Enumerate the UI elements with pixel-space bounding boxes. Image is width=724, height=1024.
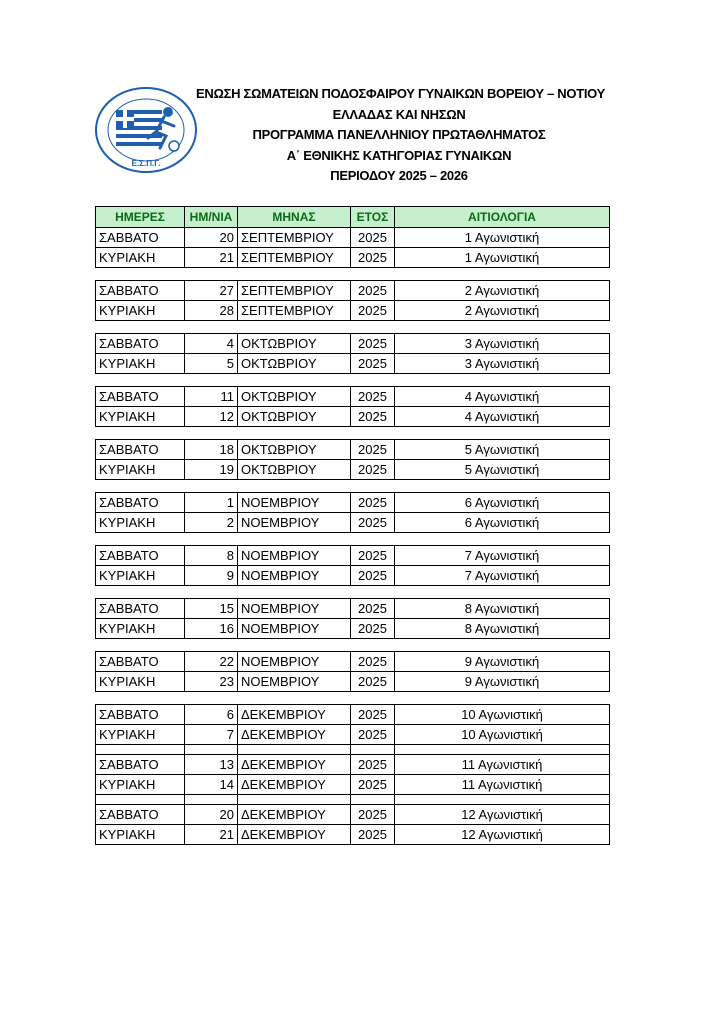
- year-cell: 2025: [351, 513, 395, 533]
- month-cell: ΟΚΤΩΒΡΙΟΥ: [238, 387, 351, 407]
- day-cell: ΣΑΒΒΑΤΟ: [96, 652, 185, 672]
- spacer-cell: [238, 268, 351, 281]
- federation-seal-icon: [94, 86, 198, 174]
- spacer-cell: [238, 533, 351, 546]
- date-cell: 13: [185, 755, 238, 775]
- federation-logo: [94, 86, 198, 174]
- column-header-date: ΗΜ/ΝΙΑ: [185, 207, 238, 228]
- month-cell: ΔΕΚΕΜΒΡΙΟΥ: [238, 725, 351, 745]
- description-cell: 3 Αγωνιστική: [395, 334, 610, 354]
- description-cell: 9 Αγωνιστική: [395, 652, 610, 672]
- header-line-1: ΕΝΩΣΗ ΣΩΜΑΤΕΙΩΝ ΠΟΔΟΣΦΑΙΡΟΥ ΓΥΝΑΙΚΩΝ ΒΟΡΕΙΟΥ – ΝΟΤΙΟΥ: [196, 86, 605, 101]
- day-cell: ΣΑΒΒΑΤΟ: [96, 493, 185, 513]
- spacer-cell: [185, 268, 238, 281]
- year-cell: 2025: [351, 387, 395, 407]
- description-cell: 1 Αγωνιστική: [395, 248, 610, 268]
- description-cell: 10 Αγωνιστική: [395, 725, 610, 745]
- header-line-3: ΠΡΟΓΡΑΜΜΑ ΠΑΝΕΛΛΗΝΙΟΥ ΠΡΩΤΑΘΛΗΜΑΤΟΣ: [252, 127, 546, 142]
- description-cell: 10 Αγωνιστική: [395, 705, 610, 725]
- spacer-cell: [395, 321, 610, 334]
- spacer-cell: [185, 427, 238, 440]
- description-cell: 2 Αγωνιστική: [395, 281, 610, 301]
- day-cell: ΚΥΡΙΑΚΗ: [96, 672, 185, 692]
- month-cell: ΝΟΕΜΒΡΙΟΥ: [238, 566, 351, 586]
- year-cell: 2025: [351, 755, 395, 775]
- spacer-cell: [395, 692, 610, 705]
- day-cell: ΣΑΒΒΑΤΟ: [96, 599, 185, 619]
- description-cell: 4 Αγωνιστική: [395, 387, 610, 407]
- day-cell: ΣΑΒΒΑΤΟ: [96, 334, 185, 354]
- group-spacer-row: [96, 321, 610, 334]
- table-header-row: [96, 207, 610, 228]
- date-cell: 16: [185, 619, 238, 639]
- month-cell: ΟΚΤΩΒΡΙΟΥ: [238, 354, 351, 374]
- date-cell: 6: [185, 705, 238, 725]
- spacer-cell: [185, 745, 238, 755]
- table-row: [96, 281, 610, 301]
- table-row: [96, 619, 610, 639]
- description-cell: 12 Αγωνιστική: [395, 805, 610, 825]
- group-spacer-row: [96, 639, 610, 652]
- year-cell: 2025: [351, 301, 395, 321]
- year-cell: 2025: [351, 672, 395, 692]
- day-cell: ΚΥΡΙΑΚΗ: [96, 775, 185, 795]
- month-cell: ΝΟΕΜΒΡΙΟΥ: [238, 599, 351, 619]
- year-cell: 2025: [351, 460, 395, 480]
- year-cell: 2025: [351, 566, 395, 586]
- description-cell: 1 Αγωνιστική: [395, 228, 610, 248]
- schedule-table: [95, 206, 610, 845]
- spacer-cell: [185, 533, 238, 546]
- spacer-cell: [238, 745, 351, 755]
- year-cell: 2025: [351, 546, 395, 566]
- table-row: [96, 387, 610, 407]
- column-header-days: ΗΜΕΡΕΣ: [96, 207, 185, 228]
- column-header-year: ΕΤΟΣ: [351, 207, 395, 228]
- date-cell: 1: [185, 493, 238, 513]
- spacer-cell: [238, 586, 351, 599]
- spacer-cell: [395, 533, 610, 546]
- description-cell: 5 Αγωνιστική: [395, 460, 610, 480]
- spacer-cell: [96, 321, 185, 334]
- year-cell: 2025: [351, 705, 395, 725]
- month-cell: ΔΕΚΕΜΒΡΙΟΥ: [238, 825, 351, 845]
- spacer-cell: [96, 692, 185, 705]
- date-cell: 21: [185, 825, 238, 845]
- header-line-2: ΕΛΛΑΔΑΣ ΚΑΙ ΝΗΣΩΝ: [332, 106, 466, 122]
- spacer-cell: [351, 586, 395, 599]
- description-cell: 12 Αγωνιστική: [395, 825, 610, 845]
- spacer-cell: [238, 480, 351, 493]
- spacer-cell: [96, 480, 185, 493]
- table-row: [96, 493, 610, 513]
- spacer-cell: [96, 586, 185, 599]
- year-cell: 2025: [351, 334, 395, 354]
- table-row: [96, 460, 610, 480]
- group-spacer-row: [96, 374, 610, 387]
- spacer-cell: [238, 795, 351, 805]
- group-spacer-row: [96, 427, 610, 440]
- spacer-cell: [96, 639, 185, 652]
- table-row: [96, 566, 610, 586]
- month-cell: ΝΟΕΜΒΡΙΟΥ: [238, 493, 351, 513]
- date-cell: 9: [185, 566, 238, 586]
- date-cell: 4: [185, 334, 238, 354]
- table-row: [96, 755, 610, 775]
- spacer-cell: [395, 374, 610, 387]
- table-row: [96, 825, 610, 845]
- month-cell: ΟΚΤΩΒΡΙΟΥ: [238, 334, 351, 354]
- year-cell: 2025: [351, 825, 395, 845]
- day-cell: ΣΑΒΒΑΤΟ: [96, 228, 185, 248]
- year-cell: 2025: [351, 493, 395, 513]
- date-cell: 15: [185, 599, 238, 619]
- month-cell: ΝΟΕΜΒΡΙΟΥ: [238, 672, 351, 692]
- table-row: [96, 407, 610, 427]
- description-cell: 7 Αγωνιστική: [395, 566, 610, 586]
- spacer-cell: [96, 427, 185, 440]
- description-cell: 6 Αγωνιστική: [395, 513, 610, 533]
- year-cell: 2025: [351, 652, 395, 672]
- spacer-cell: [395, 795, 610, 805]
- date-cell: 11: [185, 387, 238, 407]
- month-cell: ΔΕΚΕΜΒΡΙΟΥ: [238, 775, 351, 795]
- table-row: [96, 705, 610, 725]
- month-cell: ΔΕΚΕΜΒΡΙΟΥ: [238, 805, 351, 825]
- table-row: [96, 248, 610, 268]
- day-cell: ΚΥΡΙΑΚΗ: [96, 825, 185, 845]
- date-cell: 20: [185, 228, 238, 248]
- day-cell: ΣΑΒΒΑΤΟ: [96, 805, 185, 825]
- spacer-cell: [351, 427, 395, 440]
- description-cell: 11 Αγωνιστική: [395, 775, 610, 795]
- spacer-cell: [185, 586, 238, 599]
- year-cell: 2025: [351, 775, 395, 795]
- schedule-body: [96, 228, 610, 845]
- description-cell: 9 Αγωνιστική: [395, 672, 610, 692]
- month-cell: ΟΚΤΩΒΡΙΟΥ: [238, 440, 351, 460]
- table-row: [96, 354, 610, 374]
- description-cell: 2 Αγωνιστική: [395, 301, 610, 321]
- spacer-cell: [351, 374, 395, 387]
- group-spacer-row: [96, 745, 610, 755]
- column-header-description: ΑΙΤΙΟΛΟΓΙΑ: [395, 207, 610, 228]
- day-cell: ΚΥΡΙΑΚΗ: [96, 354, 185, 374]
- table-row: [96, 599, 610, 619]
- day-cell: ΚΥΡΙΑΚΗ: [96, 566, 185, 586]
- day-cell: ΣΑΒΒΑΤΟ: [96, 705, 185, 725]
- month-cell: ΝΟΕΜΒΡΙΟΥ: [238, 619, 351, 639]
- table-row: [96, 775, 610, 795]
- date-cell: 21: [185, 248, 238, 268]
- year-cell: 2025: [351, 407, 395, 427]
- date-cell: 18: [185, 440, 238, 460]
- spacer-cell: [351, 795, 395, 805]
- description-cell: 8 Αγωνιστική: [395, 599, 610, 619]
- date-cell: 2: [185, 513, 238, 533]
- spacer-cell: [185, 374, 238, 387]
- header-line-5: ΠΕΡΙΟΔΟΥ 2025 – 2026: [330, 168, 468, 183]
- spacer-cell: [96, 745, 185, 755]
- table-row: [96, 440, 610, 460]
- day-cell: ΚΥΡΙΑΚΗ: [96, 301, 185, 321]
- year-cell: 2025: [351, 599, 395, 619]
- group-spacer-row: [96, 692, 610, 705]
- table-row: [96, 334, 610, 354]
- header-line-4: Α΄ ΕΘΝΙΚΗΣ ΚΑΤΗΓΟΡΙΑΣ ΓΥΝΑΙΚΩΝ: [286, 147, 512, 163]
- description-cell: 6 Αγωνιστική: [395, 493, 610, 513]
- table-row: [96, 725, 610, 745]
- date-cell: 19: [185, 460, 238, 480]
- spacer-cell: [351, 268, 395, 281]
- group-spacer-row: [96, 268, 610, 281]
- spacer-cell: [185, 795, 238, 805]
- date-cell: 22: [185, 652, 238, 672]
- spacer-cell: [185, 480, 238, 493]
- description-cell: 5 Αγωνιστική: [395, 440, 610, 460]
- date-cell: 23: [185, 672, 238, 692]
- date-cell: 14: [185, 775, 238, 795]
- table-row: [96, 672, 610, 692]
- spacer-cell: [351, 692, 395, 705]
- description-cell: 3 Αγωνιστική: [395, 354, 610, 374]
- day-cell: ΣΑΒΒΑΤΟ: [96, 755, 185, 775]
- day-cell: ΚΥΡΙΑΚΗ: [96, 619, 185, 639]
- spacer-cell: [238, 321, 351, 334]
- spacer-cell: [185, 639, 238, 652]
- spacer-cell: [351, 321, 395, 334]
- month-cell: ΟΚΤΩΒΡΙΟΥ: [238, 460, 351, 480]
- day-cell: ΣΑΒΒΑΤΟ: [96, 440, 185, 460]
- date-cell: 7: [185, 725, 238, 745]
- month-cell: ΣΕΠΤΕΜΒΡΙΟΥ: [238, 228, 351, 248]
- spacer-cell: [96, 268, 185, 281]
- spacer-cell: [351, 639, 395, 652]
- table-row: [96, 301, 610, 321]
- table-row: [96, 513, 610, 533]
- date-cell: 20: [185, 805, 238, 825]
- month-cell: ΟΚΤΩΒΡΙΟΥ: [238, 407, 351, 427]
- table-row: [96, 805, 610, 825]
- group-spacer-row: [96, 533, 610, 546]
- spacer-cell: [96, 795, 185, 805]
- year-cell: 2025: [351, 281, 395, 301]
- year-cell: 2025: [351, 248, 395, 268]
- description-cell: 11 Αγωνιστική: [395, 755, 610, 775]
- date-cell: 5: [185, 354, 238, 374]
- year-cell: 2025: [351, 619, 395, 639]
- day-cell: ΚΥΡΙΑΚΗ: [96, 248, 185, 268]
- year-cell: 2025: [351, 354, 395, 374]
- group-spacer-row: [96, 480, 610, 493]
- table-row: [96, 652, 610, 672]
- date-cell: 8: [185, 546, 238, 566]
- spacer-cell: [395, 480, 610, 493]
- day-cell: ΣΑΒΒΑΤΟ: [96, 387, 185, 407]
- spacer-cell: [351, 480, 395, 493]
- month-cell: ΣΕΠΤΕΜΒΡΙΟΥ: [238, 248, 351, 268]
- month-cell: ΝΟΕΜΒΡΙΟΥ: [238, 652, 351, 672]
- spacer-cell: [238, 639, 351, 652]
- day-cell: ΚΥΡΙΑΚΗ: [96, 725, 185, 745]
- spacer-cell: [351, 745, 395, 755]
- date-cell: 27: [185, 281, 238, 301]
- spacer-cell: [395, 427, 610, 440]
- day-cell: ΚΥΡΙΑΚΗ: [96, 460, 185, 480]
- document-header: [196, 84, 605, 187]
- year-cell: 2025: [351, 228, 395, 248]
- year-cell: 2025: [351, 805, 395, 825]
- day-cell: ΣΑΒΒΑΤΟ: [96, 281, 185, 301]
- month-cell: ΣΕΠΤΕΜΒΡΙΟΥ: [238, 281, 351, 301]
- description-cell: 7 Αγωνιστική: [395, 546, 610, 566]
- spacer-cell: [238, 374, 351, 387]
- day-cell: ΣΑΒΒΑΤΟ: [96, 546, 185, 566]
- month-cell: ΝΟΕΜΒΡΙΟΥ: [238, 546, 351, 566]
- year-cell: 2025: [351, 725, 395, 745]
- spacer-cell: [351, 533, 395, 546]
- spacer-cell: [238, 427, 351, 440]
- table-row: [96, 228, 610, 248]
- spacer-cell: [395, 586, 610, 599]
- table-row: [96, 546, 610, 566]
- month-cell: ΔΕΚΕΜΒΡΙΟΥ: [238, 705, 351, 725]
- month-cell: ΔΕΚΕΜΒΡΙΟΥ: [238, 755, 351, 775]
- description-cell: 4 Αγωνιστική: [395, 407, 610, 427]
- spacer-cell: [395, 745, 610, 755]
- spacer-cell: [185, 321, 238, 334]
- date-cell: 28: [185, 301, 238, 321]
- column-header-month: ΜΗΝΑΣ: [238, 207, 351, 228]
- spacer-cell: [96, 533, 185, 546]
- year-cell: 2025: [351, 440, 395, 460]
- description-cell: 8 Αγωνιστική: [395, 619, 610, 639]
- spacer-cell: [185, 692, 238, 705]
- logo-abbreviation: Ε.Σ.Π.Γ.: [131, 159, 161, 168]
- month-cell: ΝΟΕΜΒΡΙΟΥ: [238, 513, 351, 533]
- month-cell: ΣΕΠΤΕΜΒΡΙΟΥ: [238, 301, 351, 321]
- spacer-cell: [395, 268, 610, 281]
- day-cell: ΚΥΡΙΑΚΗ: [96, 513, 185, 533]
- spacer-cell: [96, 374, 185, 387]
- date-cell: 12: [185, 407, 238, 427]
- spacer-cell: [238, 692, 351, 705]
- day-cell: ΚΥΡΙΑΚΗ: [96, 407, 185, 427]
- spacer-cell: [395, 639, 610, 652]
- group-spacer-row: [96, 795, 610, 805]
- group-spacer-row: [96, 586, 610, 599]
